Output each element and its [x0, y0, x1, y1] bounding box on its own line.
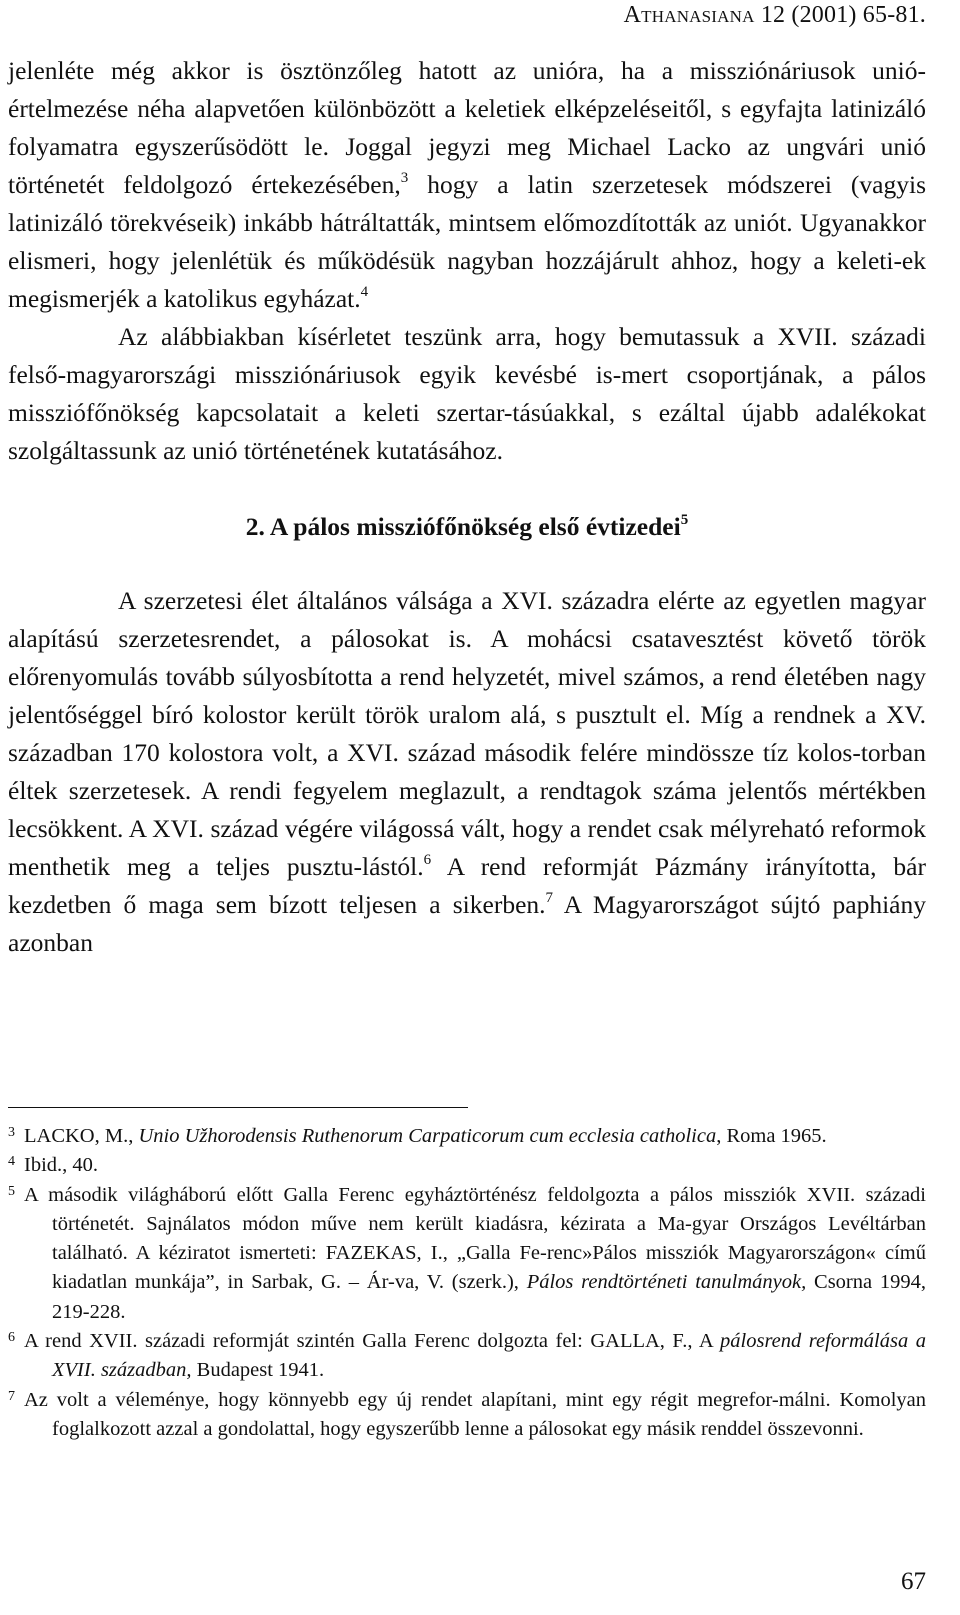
section-heading-text: 2. A pálos missziófőnökség első évtizedei	[245, 512, 681, 541]
journal-name: Athanasiana	[623, 2, 755, 28]
journal-page	[8, 0, 926, 1615]
footnote-3-title: Unio Užhorodensis Ruthenorum Carpaticorum cum ecclesia catholica	[138, 1125, 717, 1147]
paragraph-1	[8, 52, 926, 318]
footnote-3	[8, 1122, 926, 1151]
paragraph-2	[8, 318, 926, 470]
footnote-5-title: Pálos rendtörténeti tanulmányok,	[526, 1271, 807, 1294]
footnote-7	[8, 1386, 926, 1445]
footnote-3-text-a: LACKO, M.,	[24, 1125, 139, 1147]
footnote-number: 6	[8, 1330, 15, 1346]
page-number: 67	[901, 1568, 926, 1595]
body-text	[8, 52, 926, 962]
footnote-ref-4[interactable]: 4	[360, 284, 369, 300]
footnote-5-text-a: A második világháború előtt Galla Ferenc egyháztörténész feldolgozta a pálos missziók XVII. századi történetét. Sajnálatos módon műve nem került kiadásra, kézirata a Ma-gyar Országos Levéltárban található. A kéziratot ismerteti: FAZEKAS, I., „Galla Fe-renc»Pálos missziók Magyarországon« című kiadatlan munkája”, in Sarbak, G. – Ár-va, V. (szerk.),	[24, 1183, 926, 1294]
paragraph-2-text: Az alábbiakban kísérletet teszünk arra, hogy bemutassuk a XVII. századi felső-magyarországi missziónáriusok egyik kevésbé is-mert csoportjának, a pálos missziófőnökség kapcsolatait a keleti szertar-tásúakkal, s ezáltal újabb adalékokat szolgáltassunk az unió történetének kutatásához.	[8, 322, 926, 465]
footnote-6-title: pálosrend reformálása a XVII. században,	[52, 1330, 926, 1382]
paragraph-3-text-b: A rend reformját Pázmány irányította, bár kezdetben ő maga sem bízott teljesen a sikerben.	[8, 852, 926, 919]
footnote-3-text-b: , Roma 1965.	[716, 1125, 827, 1147]
footnote-4-text: Ibid., 40.	[24, 1154, 99, 1177]
paragraph-3-text-c: A Magyarországot sújtó paphiány azonban	[8, 890, 926, 957]
footnote-6-text-a: A rend XVII. századi reformját szintén Galla Ferenc dolgozta fel: GALLA, F., A	[24, 1330, 721, 1353]
paragraph-3	[8, 582, 926, 962]
paragraph-3-text-a: A szerzetesi élet általános válsága a XVI. századra elérte az egyetlen magyar alapítású szerzetesrendet, a pálosokat is. A mohácsi csatavesztést követő török előrenyomulás tovább súlyosbította a rend helyzetét, mivel számos, a rend életében nagy jelentőséggel bíró kolostor került török uralom alá, s pusztult el. Míg a rendnek a XV. században 170 kolostora volt, a XVI. század második felére mindössze tíz kolos-torban éltek szerzetesek. A rendi fegyelem meglazult, a rendtagok száma jelentős mértékben lecsökkent. A XVI. század végére világossá vált, hogy a rendet csak mélyreható reformok menthetik meg a teljes pusztu-lástól.	[8, 586, 926, 881]
footnote-ref-3[interactable]: 3	[400, 170, 409, 186]
footnote-7-text: Az volt a véleménye, hogy könnyebb egy új rendet alapítani, mint egy régit megrefor-málni. Komolyan foglalkozott azzal a gondolattal, hogy egyszerűbb lenne a pálosokat egy másik renddel összevonni.	[24, 1388, 926, 1440]
footnote-ref-7[interactable]: 7	[545, 890, 554, 906]
footnote-ref-6[interactable]: 6	[423, 852, 432, 868]
footnote-number: 4	[8, 1154, 15, 1170]
running-head	[624, 2, 926, 29]
footnote-number: 3	[8, 1125, 15, 1140]
footnote-6	[8, 1327, 926, 1386]
footnote-6-text-b: Budapest 1941.	[191, 1359, 325, 1382]
footnote-4	[8, 1151, 926, 1180]
paragraph-1-text-b: hogy a latin szerzetesek módszerei (vagyis latinizáló törekvéseik) inkább hátráltatták, mintsem előmozdították az uniót. Ugyanakkor elismeri, hogy jelenlétük és működésük nagyban hozzájárult ahhoz, hogy a keleti-ek megismerjék a katolikus egyházat.	[8, 170, 926, 313]
footnote-divider	[8, 1107, 468, 1108]
footnote-number: 7	[8, 1388, 15, 1404]
paragraph-1-text-a: jelenléte még akkor is ösztönzőleg hatott az unióra, ha a missziónáriusok unió-értelmezése néha alapvetően különbözött a keletiek elképzeléseitől, s egyfajta latinizáló folyamatra egyszerűsödött le. Joggal jegyzi meg Michael Lacko az ungvári unió történetét feldolgozó értekezésében,	[8, 56, 926, 199]
footnote-ref-5[interactable]: 5	[680, 512, 689, 528]
section-heading	[8, 508, 926, 546]
footnote-5-text-b: Csorna 1994, 219-228.	[52, 1271, 927, 1323]
journal-issue: 12 (2001) 65-81.	[760, 2, 926, 28]
footnote-5	[8, 1181, 926, 1327]
footnotes	[8, 1122, 926, 1444]
footnote-number: 5	[8, 1183, 15, 1199]
